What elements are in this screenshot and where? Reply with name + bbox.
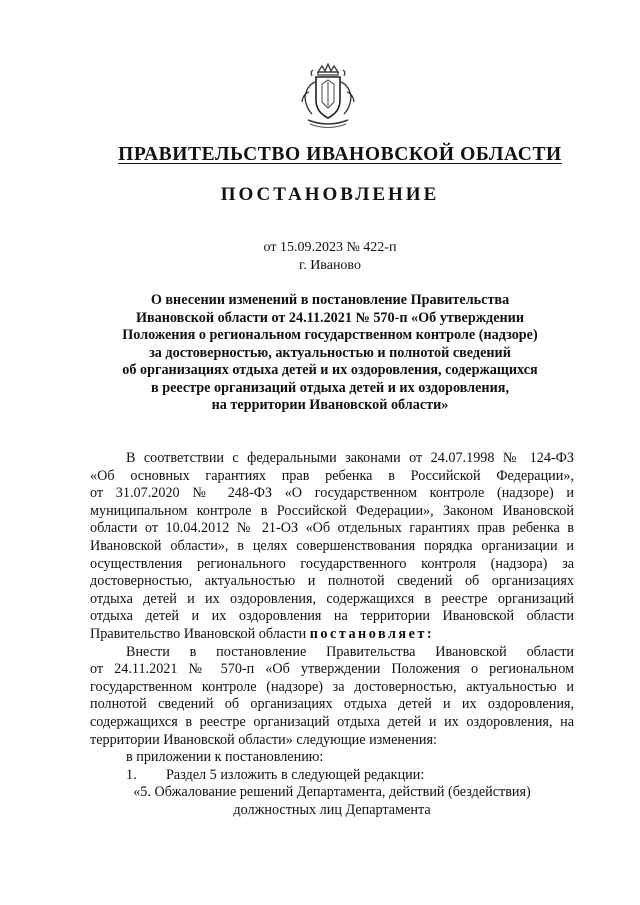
ivanovo-coat-of-arms-icon: [296, 62, 360, 132]
section-title-line: «5. Обжалование решений Департамента, действий (бездействия): [133, 784, 531, 801]
list-item-text: Раздел 5 изложить в следующей редакции:: [166, 766, 425, 783]
body-text: Правительство Ивановской области: [90, 625, 307, 642]
document-date-number: от 15.09.2023 № 422-п: [263, 240, 397, 255]
body-line: осуществления регионального государственного контроля (надзора) за: [90, 555, 574, 572]
body-line: достоверностью, актуальностью и полнотой сведений об организациях: [90, 573, 574, 590]
subject-line: Ивановской области от 24.11.2021 № 570-п «Об утверждении: [135, 309, 525, 326]
body-line: В соответствии с федеральными законами от 24.07.1998 № 124-ФЗ: [126, 450, 574, 466]
list-item: [90, 767, 574, 785]
subject-line: за достоверностью, актуальностью и полнотой сведений: [149, 344, 511, 361]
body-line: Внести в постановление Правительства Ивановской области: [126, 643, 574, 660]
subject-line: О внесении изменений в постановление Правительства: [150, 292, 510, 308]
body-line: территории Ивановской области» следующие изменения:: [90, 731, 437, 748]
body-line: муниципальном контроле в Российской Федерации», Законом Ивановской: [90, 502, 574, 519]
section-title-line: должностных лиц Департамента: [233, 801, 431, 818]
subject-line: в реестре организаций отдыха детей и их оздоровления,: [150, 379, 509, 396]
decree-word: постановляет:: [309, 625, 435, 642]
body-line: содержащихся в реестре организаций отдыха детей и их оздоровления, на: [90, 713, 574, 730]
body-line: отдыха детей и их оздоровления на территории Ивановской области: [90, 608, 574, 625]
list-item-number: 1.: [126, 766, 137, 783]
body-line: «Об основных гарантиях прав ребенка в Российской Федерации»,: [90, 467, 574, 484]
appendix-line: в приложении к постановлению:: [126, 749, 324, 766]
government-title: ПРАВИТЕЛЬСТВО ИВАНОВСКОЙ ОБЛАСТИ: [118, 144, 562, 165]
subject-line: на территории Ивановской области»: [211, 397, 449, 413]
subject-line: Положения о региональном государственном контроле (надзоре): [122, 327, 538, 343]
body-line: полнотой сведений об организациях отдыха детей и их оздоровления,: [90, 696, 574, 713]
body-line: от 31.07.2020 № 248-ФЗ «О государственном контроле (надзоре) и: [90, 485, 574, 502]
body-line: [90, 626, 574, 644]
document-city: г. Иваново: [299, 258, 361, 273]
body-line: от 24.11.2021 № 570-п «Об утверждении Положения о региональном: [90, 661, 574, 678]
document-subject: [80, 292, 580, 415]
body-line: Ивановской области», в целях совершенствования порядка организации и: [90, 537, 574, 554]
document-type: ПОСТАНОВЛЕНИЕ: [220, 184, 440, 205]
body-line: государственном контроле (надзоре) за достоверностью, актуальностью и: [90, 678, 574, 695]
subject-line: об организациях отдыха детей и их оздоровления, содержащихся: [122, 362, 538, 378]
document-body: [90, 450, 574, 819]
body-line: области от 10.04.2012 № 21-ОЗ «Об отдельных гарантиях прав ребенка в: [90, 520, 574, 537]
body-line: отдыха детей и их оздоровления, содержащихся в реестре организаций: [90, 590, 574, 607]
